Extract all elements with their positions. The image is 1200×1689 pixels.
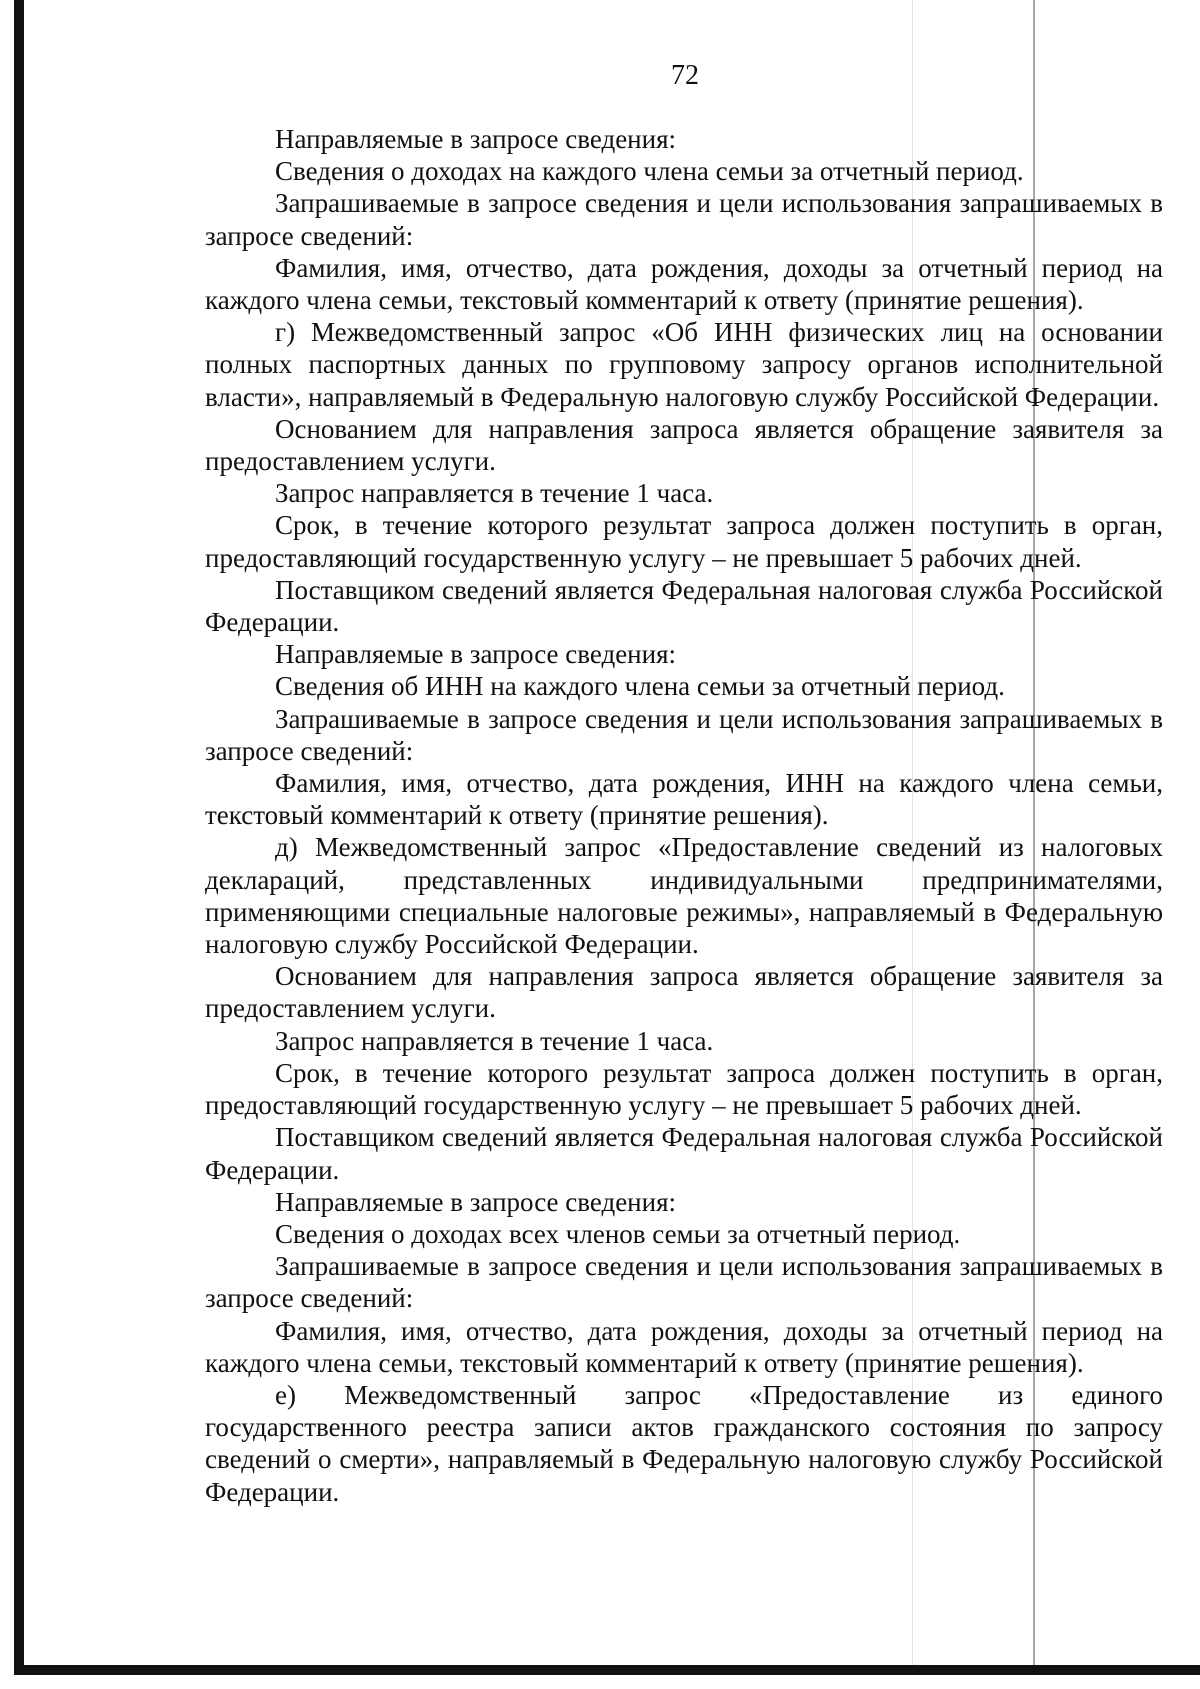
paragraph: Направляемые в запросе сведения: [275,1186,676,1217]
paragraph-item-g: г) Межведомственный запрос «Об ИНН физических лиц на основании полных паспортных данных по групповому запросу органов исполнительной власти», направляемый в Федеральную налоговую службу Российской Федерации. [205,317,1163,412]
paragraph: Сведения о доходах на каждого члена семьи за отчетный период. [275,156,1024,187]
paragraph: Запрашиваемые в запросе сведения и цели использования запрашиваемых в запросе сведений: [205,1251,1163,1314]
paragraph: Срок, в течение которого результат запроса должен поступить в орган, предоставляющий государственную услугу – не превышает 5 рабочих дней. [205,1057,1163,1121]
paragraph: Фамилия, имя, отчество, дата рождения, доходы за отчетный период на каждого члена семьи, текстовый комментарий к ответу (принятие решения). [205,252,1163,316]
paragraph: Фамилия, имя, отчество, дата рождения, доходы за отчетный период на каждого члена семьи, текстовый комментарий к ответу (принятие решения). [205,1315,1163,1378]
paragraph: Поставщиком сведений является Федеральная налоговая служба Российской Федерации. [205,574,1163,638]
page-number: 72 [671,60,699,91]
paragraph: Основанием для направления запроса является обращение заявителя за предоставлением услуги. [205,413,1163,477]
paragraph: Срок, в течение которого результат запроса должен поступить в орган, предоставляющий государственную услугу – не превышает 5 рабочих дней. [205,510,1163,573]
paragraph: Направляемые в запросе сведения: [275,124,676,154]
scan-border-bottom [14,1665,1200,1675]
paragraph: Поставщиком сведений является Федеральная налоговая служба Российской Федерации. [205,1122,1163,1185]
scan-border-left [14,0,24,1675]
paragraph: Фамилия, имя, отчество, дата рождения, ИНН на каждого члена семьи, текстовый комментарий к ответу (принятие решения). [205,768,1163,831]
paragraph: Запрос направляется в течение 1 часа. [275,478,714,509]
paragraph-item-d: д) Межведомственный запрос «Предоставление сведений из налоговых деклараций, представленных индивидуальными предпринимателями, применяющими специальные налоговые режимы», направляемый в Федеральную налоговую службу Российской Федерации. [205,832,1163,960]
paragraph: Сведения о доходах всех членов семьи за отчетный период. [275,1218,961,1249]
paragraph: Основанием для направления запроса является обращение заявителя за предоставлением услуги. [205,961,1163,1024]
paragraph: Сведения об ИНН на каждого члена семьи за отчетный период. [275,671,1005,702]
paragraph-item-e: е) Межведомственный запрос «Предоставление из единого государственного реестра записи актов гражданского состояния по запросу сведений о смерти», направляемый в Федеральную налоговую службу Российской Федерации. [205,1379,1163,1507]
paragraph: Запрашиваемые в запросе сведения и цели использования запрашиваемых в запросе сведений: [205,188,1163,251]
paragraph: Запрос направляется в течение 1 часа. [275,1025,714,1056]
paragraph: Направляемые в запросе сведения: [275,639,676,670]
paragraph: Запрашиваемые в запросе сведения и цели использования запрашиваемых в запросе сведений: [205,703,1163,766]
document-body [205,123,1163,1508]
